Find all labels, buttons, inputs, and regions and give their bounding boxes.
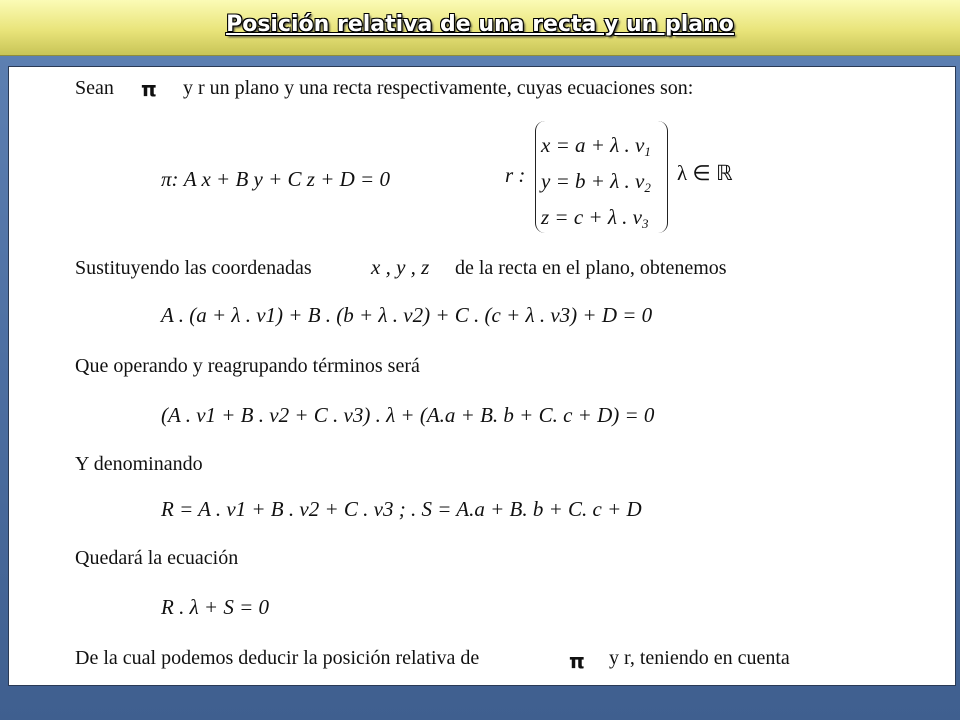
operating-text: Que operando y reagrupando términos será <box>75 355 420 377</box>
equation-y: y = b + λ . $v_2$ <box>541 169 651 195</box>
lambda-real: λ ∈ ℝ <box>677 161 733 185</box>
intro-text-start: Sean <box>75 77 114 99</box>
result-equation: R . λ + S = 0 <box>161 595 270 619</box>
equation-z: z = c + λ . $v_3$ <box>541 205 649 231</box>
subst-text-start: Sustituyendo las coordenadas <box>75 257 312 279</box>
subst-text-end: de la recta en el plano, obtenemos <box>455 257 727 279</box>
deduce-text-start: De la cual podemos deducir la posición relativa de <box>75 647 480 669</box>
title-bar <box>0 0 960 56</box>
plane-equation: π: A x + B y + C z + D = 0 <box>161 167 390 191</box>
regrouped-equation: (A . v1 + B . v2 + C . v3) . λ + (A.a + B. b + C. c + D) = 0 <box>161 403 655 427</box>
equation-x: x = a + λ . $v_1$ <box>541 133 651 159</box>
definitions-equation: R = A . v1 + B . v2 + C . v3 ; . S = A.a + B. b + C. c + D <box>161 497 642 521</box>
deduce-text-end: y r, teniendo en cuenta <box>609 647 790 669</box>
substituted-equation: A . (a + λ . v1) + B . (b + λ . v2) + C . (c + λ . v3) + D = 0 <box>161 303 653 327</box>
slide-content <box>8 66 956 686</box>
result-text: Quedará la ecuación <box>75 547 239 569</box>
coordinates: x , y , z <box>371 255 430 279</box>
line-label: r : <box>505 163 526 187</box>
pi-symbol-2: π <box>569 649 585 673</box>
pi-symbol: π <box>141 77 157 101</box>
slide-title: Posición relativa de una recta y un plano <box>226 12 734 37</box>
naming-text: Y denominando <box>75 453 203 475</box>
intro-text-end: y r un plano y una recta respectivamente, cuyas ecuaciones son: <box>183 77 694 99</box>
right-brace <box>657 121 668 233</box>
